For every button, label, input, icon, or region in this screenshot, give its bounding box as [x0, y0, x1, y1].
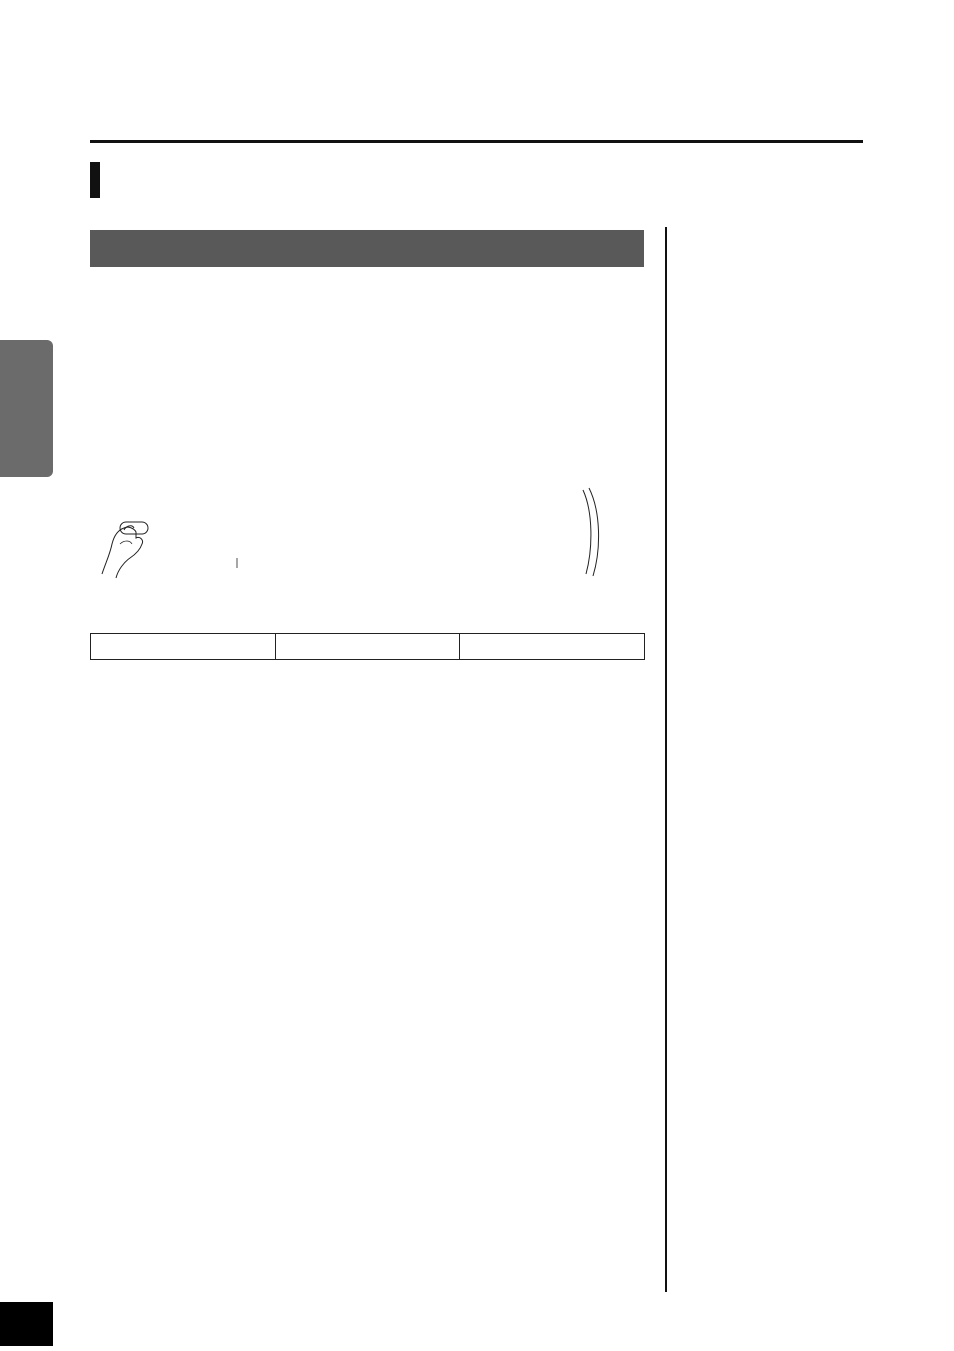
header-key — [91, 634, 276, 660]
procedure-band — [90, 230, 644, 267]
column-divider — [665, 227, 667, 1292]
hand-pressing-button-icon — [102, 522, 148, 578]
title-rule — [90, 140, 863, 143]
footer — [66, 1313, 76, 1329]
voice-table-header — [91, 634, 645, 660]
header-description — [460, 634, 645, 660]
keyboard-diagram — [90, 478, 610, 596]
header-voice-name — [275, 634, 460, 660]
voice-table — [90, 633, 645, 660]
page-number-box — [0, 1302, 53, 1346]
language-tab — [0, 340, 53, 477]
section-marker — [90, 162, 100, 198]
